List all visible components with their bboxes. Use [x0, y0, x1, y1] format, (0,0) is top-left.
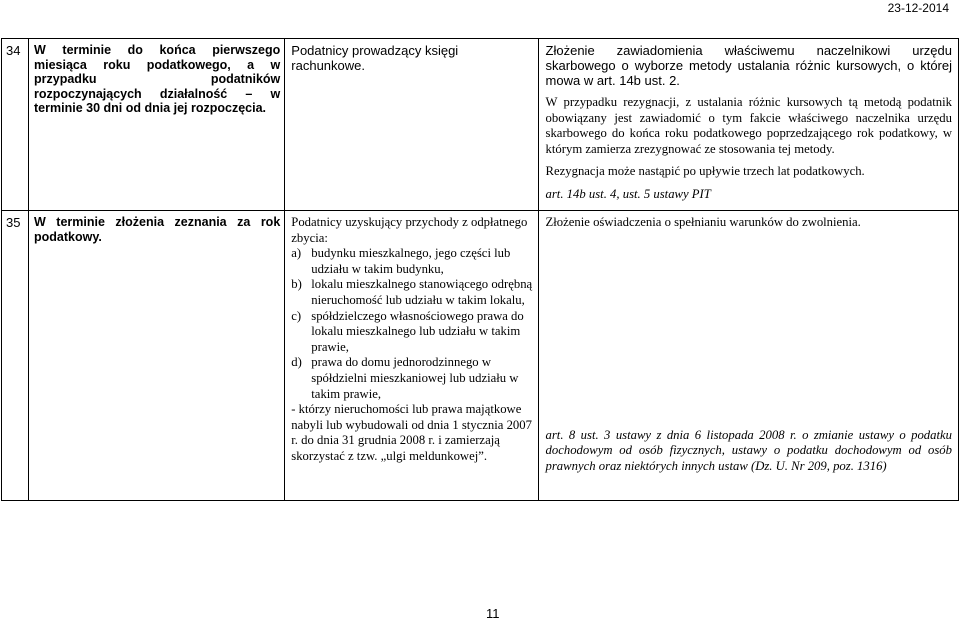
table-row — [2, 39, 959, 211]
list-item — [291, 309, 533, 356]
taxpayers-cell — [285, 211, 538, 501]
deadline-cell: W terminie złożenia zeznania za rok podatkowy. — [29, 211, 285, 501]
deadline-cell: W terminie do końca pierwszego miesiąca roku podatkowego, a w przypadku podatników rozpoczynających działalność – w terminie 30 dni od dnia jej rozpoczęcia. — [29, 39, 285, 211]
row-number: 35 — [2, 211, 29, 501]
taxpayers-intro: Podatnicy uzyskujący przychody z odpłatnego zbycia: — [291, 215, 528, 245]
list-item — [291, 355, 533, 402]
table-row — [2, 211, 959, 501]
list-item — [291, 246, 533, 277]
list-item-text: lokalu mieszkalnego stanowiącego odrębną nieruchomość lub udziału w takim lokalu, — [311, 277, 533, 307]
taxpayers-outro: - którzy nieruchomości lub prawa majątkowe nabyli lub wybudowali od dnia 1 stycznia 2007 r. do dnia 31 grudnia 2008 r. i zamierzają skorzystać z tzw. „ulgi meldunkowej”. — [291, 402, 532, 463]
row-number: 34 — [2, 39, 29, 211]
list-item-text: prawa do domu jednorodzinnego w spółdzielni mieszkaniowej lub udziału w takim prawie, — [311, 355, 519, 401]
obligation-text: Złożenie oświadczenia o spełnianiu warunków do zwolnienia. — [545, 215, 861, 229]
legal-basis: art. 8 ust. 3 ustawy z dnia 6 listopada 2008 r. o zmianie ustawy o podatku dochodowym od osób fizycznych, ustawy o podatku dochodowym od osób prawnych oraz niektórych innych ustaw (Dz. U. Nr 209, poz. 1316) — [545, 427, 952, 473]
list-item-label: d) — [291, 355, 302, 370]
list-item-text: budynku mieszkalnego, jego części lub udziału w takim budynku, — [311, 246, 511, 276]
legal-basis: art. 14b ust. 4, ust. 5 ustawy PIT — [545, 186, 711, 201]
obligation-text: W przypadku rezygnacji, z ustalania różnic kursowych tą metodą podatnik obowiązany jest zawiadomić o tym fakcie właściwego naczelnika urzędu skarbowego do końca roku podatkowego poprzedzającego rok podatkowy, w którym zamierza zrezygnować ze stosowania tej metody. — [545, 95, 952, 156]
list-item-label: a) — [291, 246, 302, 261]
list-item — [291, 277, 533, 308]
taxpayers-cell: Podatnicy prowadzący księgi rachunkowe. — [285, 39, 538, 211]
obligation-text: Złożenie zawiadomienia właściwemu naczelnikowi urzędu skarbowego o wyborze metody ustalania różnic kursowych, o której mowa w art. 14b ust. 2. — [545, 43, 952, 88]
list-item-text: spółdzielczego własnościowego prawa do lokalu mieszkalnego lub udziału w takim prawie, — [311, 308, 524, 354]
obligation-text: Rezygnacja może nastąpić po upływie trzech lat podatkowych. — [545, 164, 865, 179]
list-item-label: b) — [291, 277, 302, 292]
header-date: 23-12-2014 — [887, 1, 949, 15]
obligation-cell — [538, 211, 958, 501]
list-item-label: c) — [291, 308, 302, 323]
page-number: 11 — [486, 606, 500, 621]
property-list — [291, 246, 533, 402]
obligation-cell — [538, 39, 958, 211]
tax-deadlines-table — [1, 38, 959, 501]
